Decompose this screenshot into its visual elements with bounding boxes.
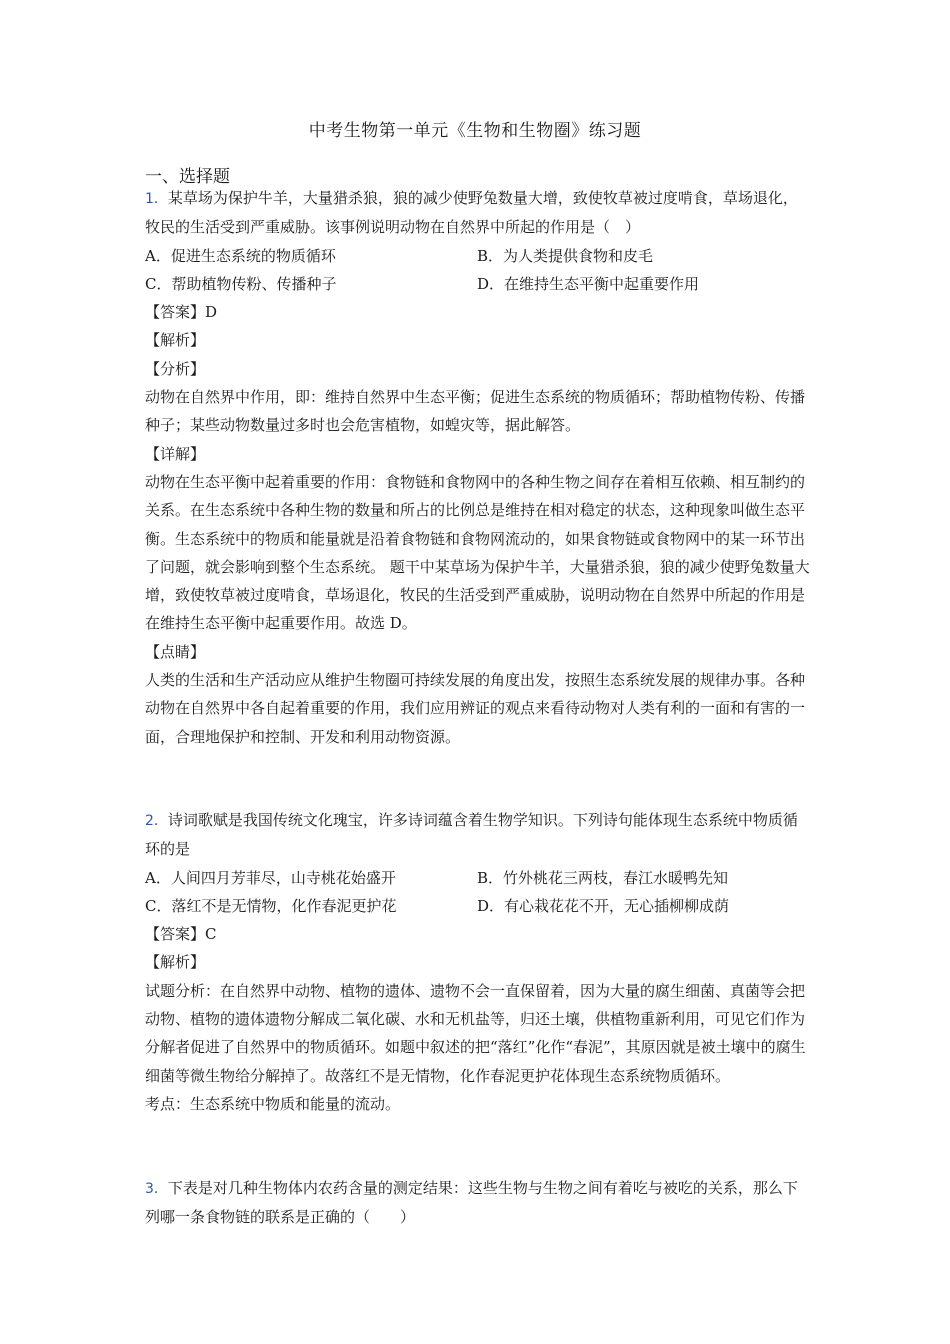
question-2 <box>145 806 810 1118</box>
option-c: C．落红不是无情物，化作春泥更护花 <box>145 896 397 915</box>
question-number: 1． <box>145 191 168 207</box>
option-d: D．在维持生态平衡中起重要作用 <box>477 274 700 293</box>
breakdown-text: 动物在自然界中作用，即：维持自然界中生态平衡；促进生态系统的物质循环；帮助植物传粉、传播种子；某些动物数量过多时也会危害植物，如蝗灾等，据此解答。 <box>145 388 806 435</box>
option-a: A．人间四月芳菲尽，山寺桃花始盛开 <box>145 868 396 887</box>
option-d: D．有心栽花花不开，无心插柳柳成荫 <box>477 896 730 915</box>
detail-label: 【详解】 <box>145 444 206 463</box>
options-row-1 <box>145 242 810 270</box>
detail-text: 动物在生态平衡中起着重要的作用：食物链和食物网中的各种生物之间存在着相互依赖、相互制约的关系。在生态系统中各种生物的数量和所占的比例总是维持在相对稳定的状态，这种现象叫做生态平衡。生态系统中的物质和能量就是沿着食物链和食物网流动的，如果食物链或食物网中的某一环节出了问题，就会影响到整个生态系统。 题干中某草场为保护牛羊，大量猎杀狼，狼的减少使野兔数量大增，致使牧草被过度啃食，草场退化，牧民的生活受到严重威胁，说明动物在自然界中所起的作用是在维持生态平衡中起重要作用。故选 D。 <box>145 472 810 633</box>
analysis-label: 【解析】 <box>145 953 206 972</box>
option-c: C．帮助植物传粉、传播种子 <box>145 274 337 293</box>
question-text: 诗词歌赋是我国传统文化瑰宝，许多诗词蕴含着生物学知识。下列诗句能体现生态系统中物质循环的是 <box>145 811 798 859</box>
question-number: 3． <box>145 1181 168 1197</box>
section-heading: 一、选择题 <box>145 167 230 187</box>
question-1-stem <box>145 184 810 242</box>
page-title: 中考生物第一单元《生物和生物圈》练习题 <box>308 121 642 141</box>
question-1 <box>145 184 810 751</box>
question-3 <box>145 1174 810 1232</box>
options-row-1 <box>145 864 810 892</box>
breakdown-label: 【分析】 <box>145 359 206 378</box>
question-3-stem <box>145 1174 810 1232</box>
question-text: 下表是对几种生物体内农药含量的测定结果：这些生物与生物之间有着吃与被吃的关系，那么下列哪一条食物链的联系是正确的（ ） <box>145 1179 798 1227</box>
options-row-2 <box>145 270 810 298</box>
option-a: A．促进生态系统的物质循环 <box>145 246 336 265</box>
analysis-text: 试题分析：在自然界中动物、植物的遗体、遗物不会一直保留着，因为大量的腐生细菌、真菌等会把动物、植物的遗体遗物分解成二氧化碳、水和无机盐等，归还土壤，供植物重新利用，可见它们作为分解者促进了自然界中的物质循环。如题中叙述的把“落红”化作“春泥”，其原因就是被土壤中的腐生细菌等微生物给分解掉了。故落红不是无情物，化作春泥更护花体现生态系统物质循环。 <box>145 981 806 1085</box>
question-2-stem <box>145 806 810 864</box>
option-b: B．为人类提供食物和皮毛 <box>477 246 654 265</box>
option-b: B．竹外桃花三两枝，春江水暖鸭先知 <box>477 868 729 887</box>
question-number: 2． <box>145 813 168 829</box>
analysis-label: 【解析】 <box>145 331 206 350</box>
answer-label: 【答案】D <box>145 303 218 322</box>
key-point-label: 【点睛】 <box>145 642 206 661</box>
exam-point-text: 考点：生态系统中物质和能量的流动。 <box>145 1094 401 1113</box>
key-point-text: 人类的生活和生产活动应从维护生物圈可持续发展的角度出发，按照生态系统发展的规律办事。各种动物在自然界中各自起着重要的作用，我们应用辨证的观点来看待动物对人类有利的一面和有害的一面，合理地保护和控制、开发和利用动物资源。 <box>145 671 806 746</box>
question-text: 某草场为保护牛羊，大量猎杀狼，狼的减少使野兔数量大增，致使牧草被过度啃食，草场退化，牧民的生活受到严重威胁。该事例说明动物在自然界中所起的作用是（ ） <box>145 189 798 237</box>
answer-label: 【答案】C <box>145 925 217 944</box>
options-row-2 <box>145 892 810 920</box>
